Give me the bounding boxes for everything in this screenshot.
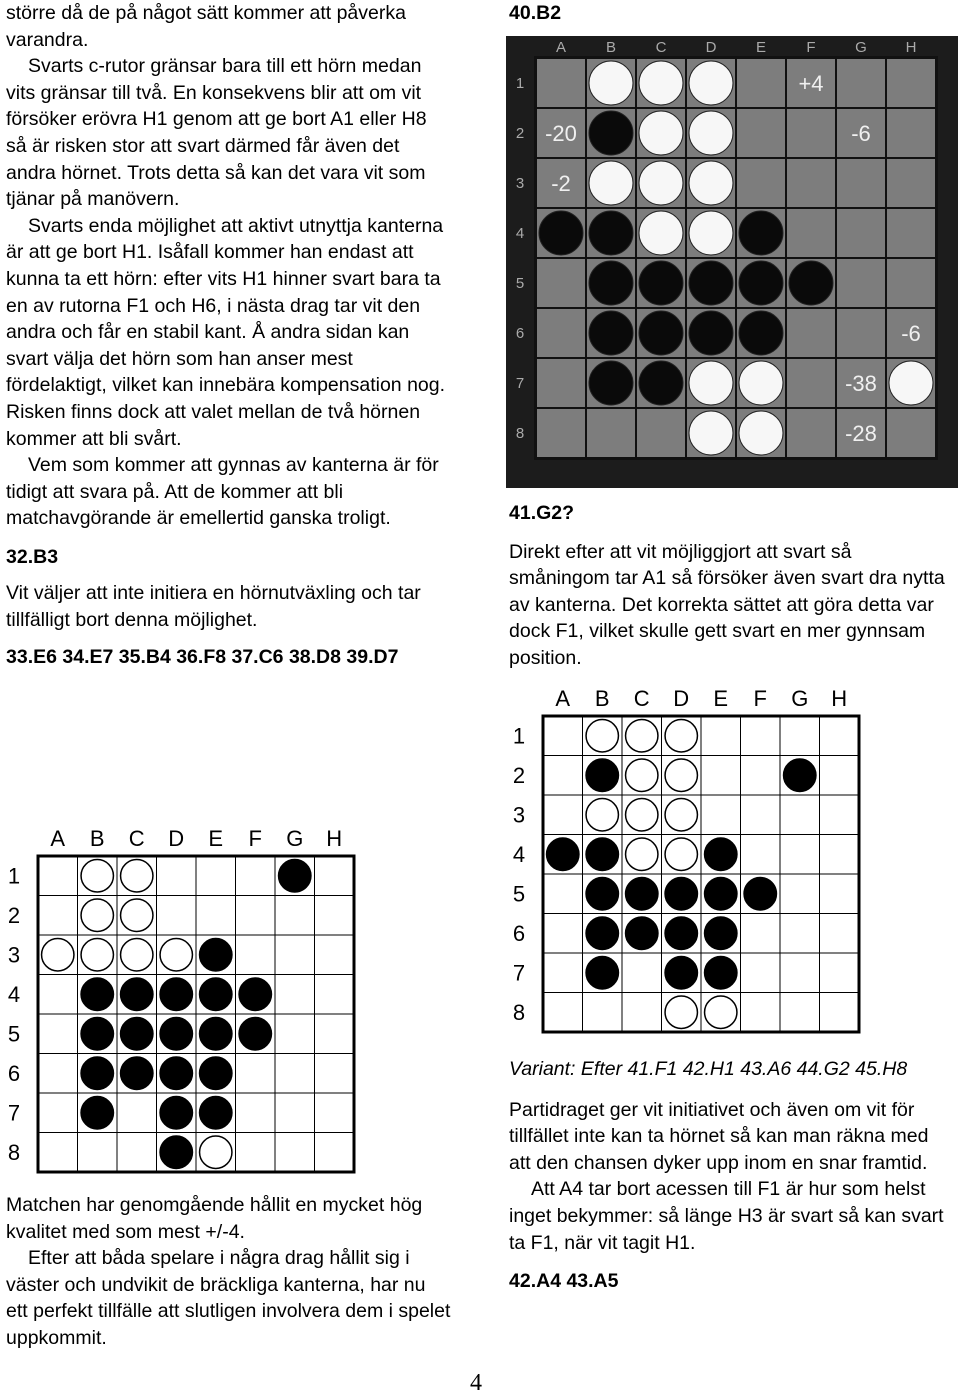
black-disc	[160, 978, 192, 1010]
black-disc	[81, 1057, 113, 1089]
board-square	[587, 409, 635, 457]
black-disc	[200, 939, 232, 971]
black-disc	[589, 361, 633, 405]
evaluation-label: -2	[551, 171, 571, 196]
board-square	[837, 59, 885, 107]
black-disc	[705, 917, 737, 949]
black-disc	[200, 1018, 232, 1050]
board-square	[737, 109, 785, 157]
white-disc	[689, 61, 733, 105]
row-label: 3	[515, 175, 525, 192]
white-disc	[42, 939, 74, 971]
black-disc	[239, 978, 271, 1010]
black-disc	[626, 917, 658, 949]
column-label: G	[791, 686, 809, 711]
board-square	[887, 159, 935, 207]
black-disc	[121, 1018, 153, 1050]
column-label: B	[89, 826, 105, 851]
right-column-bottom	[509, 1056, 954, 1295]
column-label: F	[753, 686, 767, 711]
black-disc	[160, 1136, 192, 1168]
white-disc	[586, 720, 618, 752]
evaluation-label: -28	[845, 421, 877, 446]
right-top	[509, 0, 954, 27]
black-disc	[586, 759, 618, 791]
black-disc	[547, 838, 579, 870]
paragraph: Vem som kommer att gynnas av kanterna är för tidigt att svara på. Att de kommer att bli matchavgörande är emellertid ganska troligt.	[6, 454, 439, 530]
board-square	[887, 209, 935, 257]
row-label: 5	[7, 1021, 21, 1047]
black-disc	[239, 1018, 271, 1050]
column-label: E	[713, 686, 729, 711]
board-square	[887, 409, 935, 457]
column-label: F	[806, 39, 816, 56]
black-disc	[121, 1057, 153, 1089]
column-label: D	[673, 686, 690, 711]
board-square	[537, 59, 585, 107]
white-disc	[639, 111, 683, 155]
column-label: B	[594, 686, 610, 711]
column-label: G	[855, 39, 867, 56]
board-square	[837, 209, 885, 257]
row-label: 2	[7, 902, 21, 928]
black-disc	[586, 878, 618, 910]
black-disc	[784, 759, 816, 791]
white-disc	[689, 111, 733, 155]
row-label: 3	[7, 942, 21, 968]
column-label: A	[555, 39, 567, 56]
black-disc	[81, 1018, 113, 1050]
board-square	[887, 109, 935, 157]
white-disc	[689, 411, 733, 455]
board-square	[787, 159, 835, 207]
row-label: 2	[515, 125, 525, 142]
white-disc	[121, 939, 153, 971]
white-disc	[639, 61, 683, 105]
column-label: E	[755, 39, 767, 56]
white-disc	[81, 899, 113, 931]
white-disc	[665, 838, 697, 870]
row-label: 1	[512, 723, 526, 749]
black-disc	[739, 311, 783, 355]
black-disc	[744, 878, 776, 910]
white-disc	[81, 860, 113, 892]
white-disc	[739, 361, 783, 405]
column-label: E	[208, 826, 224, 851]
move-list: 42.A4 43.A5	[509, 1270, 619, 1293]
white-disc	[589, 161, 633, 205]
black-disc	[689, 311, 733, 355]
white-disc	[626, 838, 658, 870]
black-disc	[589, 211, 633, 255]
white-disc	[81, 939, 113, 971]
left-column	[6, 0, 446, 670]
column-label: H	[831, 686, 848, 711]
paragraph: större då de på något sätt kommer att påverka varandra.	[6, 2, 406, 51]
black-disc	[639, 261, 683, 305]
board-square	[887, 259, 935, 307]
row-label: 1	[515, 75, 525, 92]
row-label: 6	[515, 325, 525, 342]
paragraph: Partidraget ger vit initiativet och även om vit för tillfället inte kan ta hörnet så kan man räkna med att den chansen dyker upp inom en snar framtid.	[509, 1098, 929, 1174]
white-disc	[665, 996, 697, 1028]
board-square	[787, 209, 835, 257]
column-label: A	[555, 686, 571, 711]
board-square	[837, 159, 885, 207]
paragraph: Svarts enda möjlighet att aktivt utnyttja kanterna är att ge bort H1. Isåfall kommer han endast att kunna ta ett hörn: efter vits H1 hinner svart bara ta en av rutorna F1 och H6, i nästa drag tar vit den andra och får en stabil kant. Å andra sidan kan svart välja det hörn som han anser mest fördelaktigt, vilket kan innebära kompensation nog. Risken finns dock att valet mellan de två hörnen kommer att bli svårt.	[6, 214, 446, 450]
black-disc	[279, 860, 311, 892]
move-list: 33.E6 34.E7 35.B4 36.F8 37.C6 38.D8 39.D7	[6, 645, 399, 668]
black-disc	[639, 361, 683, 405]
black-disc	[586, 957, 618, 989]
board-square	[837, 259, 885, 307]
black-disc	[586, 917, 618, 949]
white-disc	[121, 899, 153, 931]
black-disc	[539, 211, 583, 255]
black-disc	[626, 878, 658, 910]
right-column	[509, 500, 954, 672]
black-disc	[665, 917, 697, 949]
board-square	[837, 309, 885, 357]
row-label: 5	[512, 881, 526, 907]
black-disc	[589, 111, 633, 155]
row-label: 1	[7, 863, 21, 889]
white-disc	[889, 361, 933, 405]
black-disc	[689, 261, 733, 305]
board-diagram-40	[506, 36, 958, 488]
row-label: 4	[515, 225, 525, 242]
black-disc	[81, 1097, 113, 1129]
black-disc	[81, 978, 113, 1010]
paragraph: Vit väljer att inte initiera en hörnutväxling och tar tillfälligt bort denna möjlighet.	[6, 582, 421, 632]
row-label: 8	[512, 999, 526, 1025]
black-disc	[200, 1057, 232, 1089]
column-label: G	[286, 826, 304, 851]
evaluation-label: -6	[851, 121, 871, 146]
board-diagram-39	[0, 820, 360, 1180]
white-disc	[665, 759, 697, 791]
black-disc	[665, 957, 697, 989]
white-disc	[705, 996, 737, 1028]
board-square	[787, 359, 835, 407]
black-disc	[789, 261, 833, 305]
white-disc	[639, 211, 683, 255]
board-square	[537, 309, 585, 357]
black-disc	[586, 838, 618, 870]
board-square	[737, 159, 785, 207]
row-label: 8	[515, 425, 525, 442]
row-label: 4	[512, 841, 526, 867]
black-disc	[121, 978, 153, 1010]
board-square	[787, 109, 835, 157]
board-diagram-41	[505, 680, 865, 1040]
black-disc	[705, 957, 737, 989]
row-label: 7	[515, 375, 525, 392]
black-disc	[739, 211, 783, 255]
white-disc	[586, 799, 618, 831]
paragraph: Svarts c-rutor gränsar bara till ett hörn medan vits gränsar till två. En konsekvens blir att om vit försöker erövra H1 genom att ge bort A1 eller H8 så är risken stor att svart därmed får även det andra hörnet. Trots detta så kan det vara vit som tjänar på manövern.	[6, 55, 427, 211]
evaluation-label: +4	[798, 71, 824, 96]
white-disc	[160, 939, 192, 971]
board-square	[537, 259, 585, 307]
column-label: A	[50, 826, 66, 851]
row-label: 8	[7, 1139, 21, 1165]
paragraph: Matchen har genomgående hållit en mycket hög kvalitet med som mest +/-4.	[6, 1194, 423, 1243]
board-square	[537, 409, 585, 457]
column-label: C	[128, 826, 145, 851]
row-label: 4	[7, 981, 21, 1007]
black-disc	[160, 1057, 192, 1089]
board-square	[887, 59, 935, 107]
paragraph: Att A4 tar bort acessen till F1 är hur som helst inget bekymmer: så länge H3 är svart så kan svart ta F1, när vit tagit H1.	[509, 1178, 944, 1254]
column-label: D	[705, 39, 717, 56]
black-disc	[160, 1097, 192, 1129]
paragraph: Efter att båda spelare i några drag hållit sig i väster och undvikit de bräckliga kanterna, har nu ett perfekt tillfälle att slutligen involvera dem i spelet uppkommit.	[6, 1247, 451, 1349]
column-label: D	[168, 826, 185, 851]
row-label: 5	[515, 275, 525, 292]
black-disc	[739, 261, 783, 305]
row-label: 7	[7, 1100, 21, 1126]
black-disc	[705, 838, 737, 870]
black-disc	[160, 1018, 192, 1050]
variant-line: Variant: Efter 41.F1 42.H1 43.A6 44.G2 45.H8	[509, 1058, 908, 1080]
white-disc	[626, 759, 658, 791]
black-disc	[200, 978, 232, 1010]
black-disc	[665, 878, 697, 910]
board-square	[787, 409, 835, 457]
white-disc	[626, 799, 658, 831]
white-disc	[689, 361, 733, 405]
black-disc	[639, 311, 683, 355]
white-disc	[665, 720, 697, 752]
column-label: H	[905, 39, 917, 56]
column-label: H	[326, 826, 343, 851]
white-disc	[200, 1136, 232, 1168]
row-label: 6	[512, 920, 526, 946]
row-label: 7	[512, 960, 526, 986]
black-disc	[200, 1097, 232, 1129]
move-heading: 41.G2?	[509, 502, 575, 524]
white-disc	[121, 860, 153, 892]
evaluation-label: -6	[901, 321, 921, 346]
white-disc	[689, 211, 733, 255]
white-disc	[665, 799, 697, 831]
white-disc	[626, 720, 658, 752]
black-disc	[705, 878, 737, 910]
board-square	[537, 359, 585, 407]
page-number: 4	[470, 1370, 482, 1396]
board-square	[787, 309, 835, 357]
white-disc	[639, 161, 683, 205]
white-disc	[589, 61, 633, 105]
row-label: 2	[512, 762, 526, 788]
black-disc	[589, 261, 633, 305]
column-label: F	[248, 826, 262, 851]
move-heading: 40.B2	[509, 2, 562, 24]
evaluation-label: -38	[845, 371, 877, 396]
white-disc	[739, 411, 783, 455]
row-label: 6	[7, 1060, 21, 1086]
column-label: C	[633, 686, 650, 711]
left-column-bottom	[6, 1192, 451, 1352]
move-heading: 32.B3	[6, 545, 59, 568]
column-label: C	[655, 39, 667, 56]
white-disc	[689, 161, 733, 205]
evaluation-label: -20	[545, 121, 577, 146]
paragraph: Direkt efter att vit möjliggjort att svart så småningom tar A1 så försöker även svart dra nytta av kanterna. Det korrekta sättet att göra detta var dock F1, vilket skulle gett svart en mer gynnsam position.	[509, 540, 945, 669]
black-disc	[589, 311, 633, 355]
column-label: B	[605, 39, 617, 56]
board-square	[737, 59, 785, 107]
row-label: 3	[512, 802, 526, 828]
board-square	[637, 409, 685, 457]
